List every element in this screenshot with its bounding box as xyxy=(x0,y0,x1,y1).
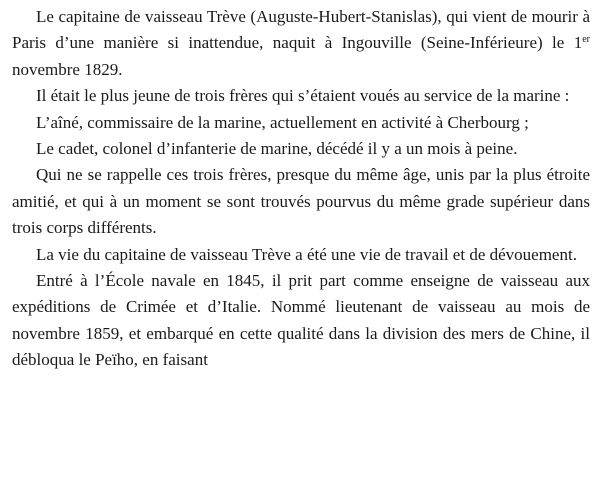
paragraph-1-text: Le capitaine de vaisseau Trève (Auguste-Hubert-Stanislas), qui vient de mourir à Paris d’une manière si inattendue, naquit à Ingouville (Seine-Inférieure) le 1 xyxy=(12,7,590,53)
paragraph-4: Le cadet, colonel d’infanterie de marine, décédé il y a un mois à peine. xyxy=(36,139,518,159)
paragraph-6: La vie du capitaine de vaisseau Trève a été une vie de travail et de dévouement. xyxy=(36,244,577,264)
paragraph-1 xyxy=(12,4,590,83)
ordinal-superscript: er xyxy=(582,34,590,46)
paragraph-5: Qui ne se rappelle ces trois frères, presque du même âge, unis par la plus étroite amitié, et qui à un moment se sont trouvés pourvus du même grade supérieur dans trois corps différents. xyxy=(12,165,590,238)
paragraph-7: Entré à l’École navale en 1845, il prit part comme enseigne de vaisseau aux expéditions de Crimée et d’Italie. Nommé lieutenant de vaisseau au mois de novembre 1859, et embarqué en cette qualité dans la division des mers de Chine, il débloqua le Peïho, en faisant xyxy=(12,271,590,370)
paragraph-3: L’aîné, commissaire de la marine, actuellement en activité à Cherbourg ; xyxy=(36,112,529,132)
paragraph-1-text-end: novembre 1829. xyxy=(12,59,123,79)
paragraph-2: Il était le plus jeune de trois frères qui s’étaient voués au service de la marine : xyxy=(36,86,570,106)
document-page xyxy=(12,4,590,374)
